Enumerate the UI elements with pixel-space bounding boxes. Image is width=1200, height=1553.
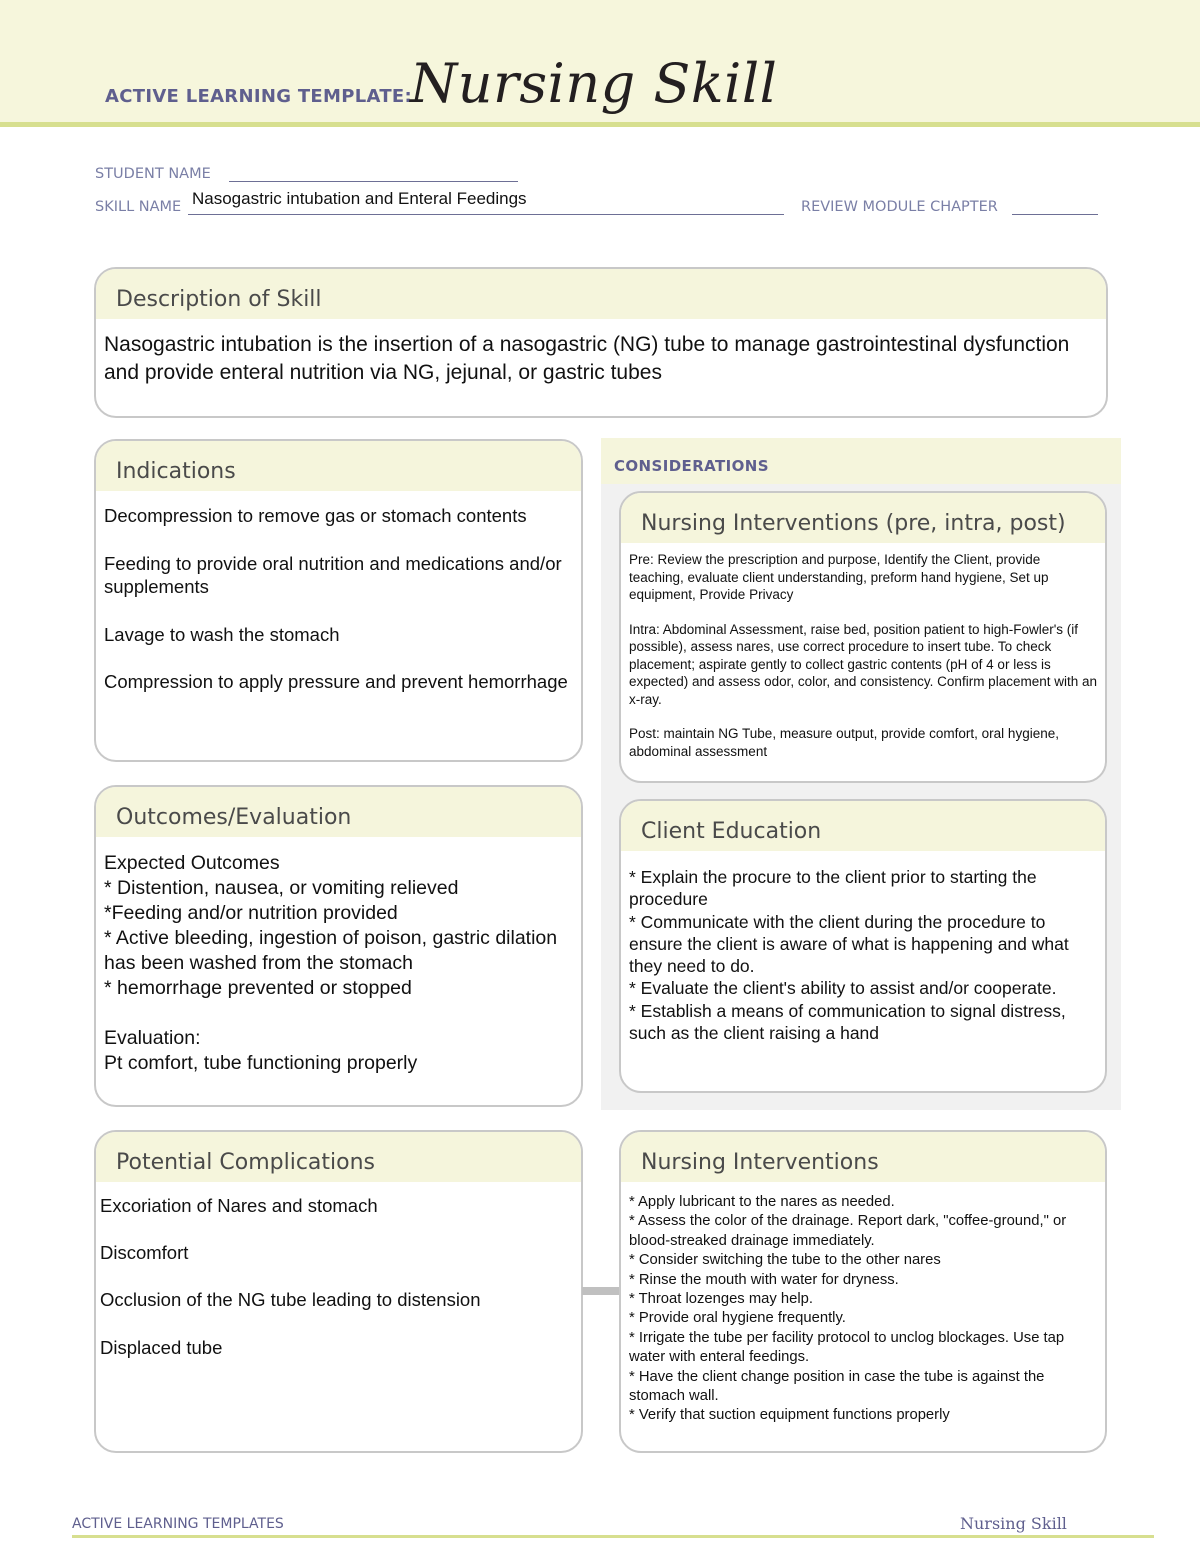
indication-item: Feeding to provide oral nutrition and medications and/or supplements [104, 553, 562, 597]
considerations-label: CONSIDERATIONS [614, 457, 769, 475]
potential-complications-list [96, 1182, 581, 1359]
footer-left: ACTIVE LEARNING TEMPLATES [72, 1516, 284, 1532]
potential-complications-box [94, 1130, 583, 1453]
outcomes-line: *Feeding and/or nutrition provided [104, 902, 398, 924]
intervention-line: * Throat lozenges may help. [629, 1291, 813, 1308]
phase-paragraph-intra: Intra: Abdominal Assessment, raise bed, position patient to high-Fowler's (if possible), assess nares, use correct procedure to insert tube. To check placement; aspirate gently to collect gastric contents (pH of 4 or less is expected) and assess odor, color, and consistency. Confirm placement with an x-ray. [629, 621, 1097, 707]
indication-item: Lavage to wash the stomach [104, 624, 340, 645]
review-module-line [1012, 214, 1098, 215]
client-education-line: * Communicate with the client during the procedure to ensure the client is aware of what is happening and what they need to do. [629, 911, 1069, 977]
outcomes-text [96, 837, 581, 1076]
description-heading: Description of Skill [96, 269, 1106, 319]
skill-name-line [188, 214, 784, 215]
potential-complications-heading: Potential Complications [96, 1132, 581, 1182]
complication-item: Excoriation of Nares and stomach [100, 1195, 378, 1216]
complication-item: Discomfort [100, 1242, 189, 1263]
phase-paragraph-post: Post: maintain NG Tube, measure output, provide comfort, oral hygiene, abdominal assessment [629, 726, 1059, 759]
outcomes-line: * Distention, nausea, or vomiting relieved [104, 877, 459, 899]
outcomes-box [94, 785, 583, 1107]
review-module-label: REVIEW MODULE CHAPTER [801, 199, 998, 215]
intervention-line: * Consider switching the tube to the other nares [629, 1252, 941, 1269]
indications-list [96, 491, 581, 693]
nursing-interventions-phases-text [621, 543, 1105, 760]
skill-name-field[interactable]: Nasogastric intubation and Enteral Feedings [192, 189, 527, 208]
indication-item: Decompression to remove gas or stomach contents [104, 505, 527, 526]
client-education-box [619, 799, 1107, 1093]
intervention-line: * Have the client change position in case the tube is against the stomach wall. [629, 1368, 1045, 1405]
intervention-line: * Provide oral hygiene frequently. [629, 1310, 846, 1327]
outcomes-line: Expected Outcomes [104, 852, 280, 874]
student-name-label: STUDENT NAME [95, 166, 211, 182]
nursing-interventions-box [619, 1130, 1107, 1453]
nursing-interventions-list [621, 1182, 1105, 1426]
nursing-interventions-heading: Nursing Interventions [621, 1132, 1105, 1182]
footer-right: Nursing Skill [960, 1514, 1067, 1533]
intervention-line: * Apply lubricant to the nares as needed. [629, 1194, 895, 1210]
outcomes-heading: Outcomes/Evaluation [96, 787, 581, 837]
client-education-line: * Establish a means of communication to signal distress, such as the client raising a hand [629, 1000, 1066, 1044]
template-title: Nursing Skill [410, 52, 778, 115]
intervention-line: * Assess the color of the drainage. Report dark, "coffee-ground," or blood-streaked drainage immediately. [629, 1213, 1067, 1249]
indication-item: Compression to apply pressure and prevent hemorrhage [104, 671, 568, 692]
skill-name-label: SKILL NAME [95, 199, 182, 215]
complication-item: Displaced tube [100, 1337, 223, 1358]
outcomes-line [104, 1001, 573, 1026]
client-education-line: * Explain the procure to the client prior to starting the procedure [629, 867, 1037, 910]
outcomes-line: * hemorrhage prevented or stopped [104, 977, 412, 999]
client-education-heading: Client Education [621, 801, 1105, 851]
nursing-interventions-phases-box [619, 491, 1107, 783]
intervention-line: * Irrigate the tube per facility protocol to unclog blockages. Use tap water with enteral feedings. [629, 1329, 1065, 1366]
header-rule [0, 122, 1200, 127]
outcomes-line: Evaluation: [104, 1027, 201, 1049]
footer-rule [72, 1535, 1154, 1538]
client-education-text [621, 851, 1105, 1044]
template-label: ACTIVE LEARNING TEMPLATE: [105, 86, 412, 107]
phase-paragraph-pre: Pre: Review the prescription and purpose, Identify the Client, provide teaching, evaluate client understanding, preform hand hygiene, Set up equipment, Provide Privacy [629, 552, 1049, 602]
nursing-interventions-phases-heading: Nursing Interventions (pre, intra, post) [621, 493, 1105, 543]
indications-heading: Indications [96, 441, 581, 491]
connector-bar [582, 1287, 620, 1295]
complication-item: Occlusion of the NG tube leading to distension [100, 1289, 481, 1310]
intervention-line: * Rinse the mouth with water for dryness. [629, 1271, 899, 1288]
description-box [94, 267, 1108, 418]
student-name-line [229, 181, 518, 182]
outcomes-line: Pt comfort, tube functioning properly [104, 1052, 418, 1074]
indications-box [94, 439, 583, 762]
outcomes-line: * Active bleeding, ingestion of poison, gastric dilation has been washed from the stomach [104, 927, 558, 974]
description-text: Nasogastric intubation is the insertion of a nasogastric (NG) tube to manage gastrointestinal dysfunction and provide enteral nutrition via NG, jejunal, or gastric tubes [104, 333, 1070, 384]
client-education-line: * Evaluate the client's ability to assist and/or cooperate. [629, 978, 1057, 999]
intervention-line: * Verify that suction equipment functions properly [629, 1407, 950, 1424]
